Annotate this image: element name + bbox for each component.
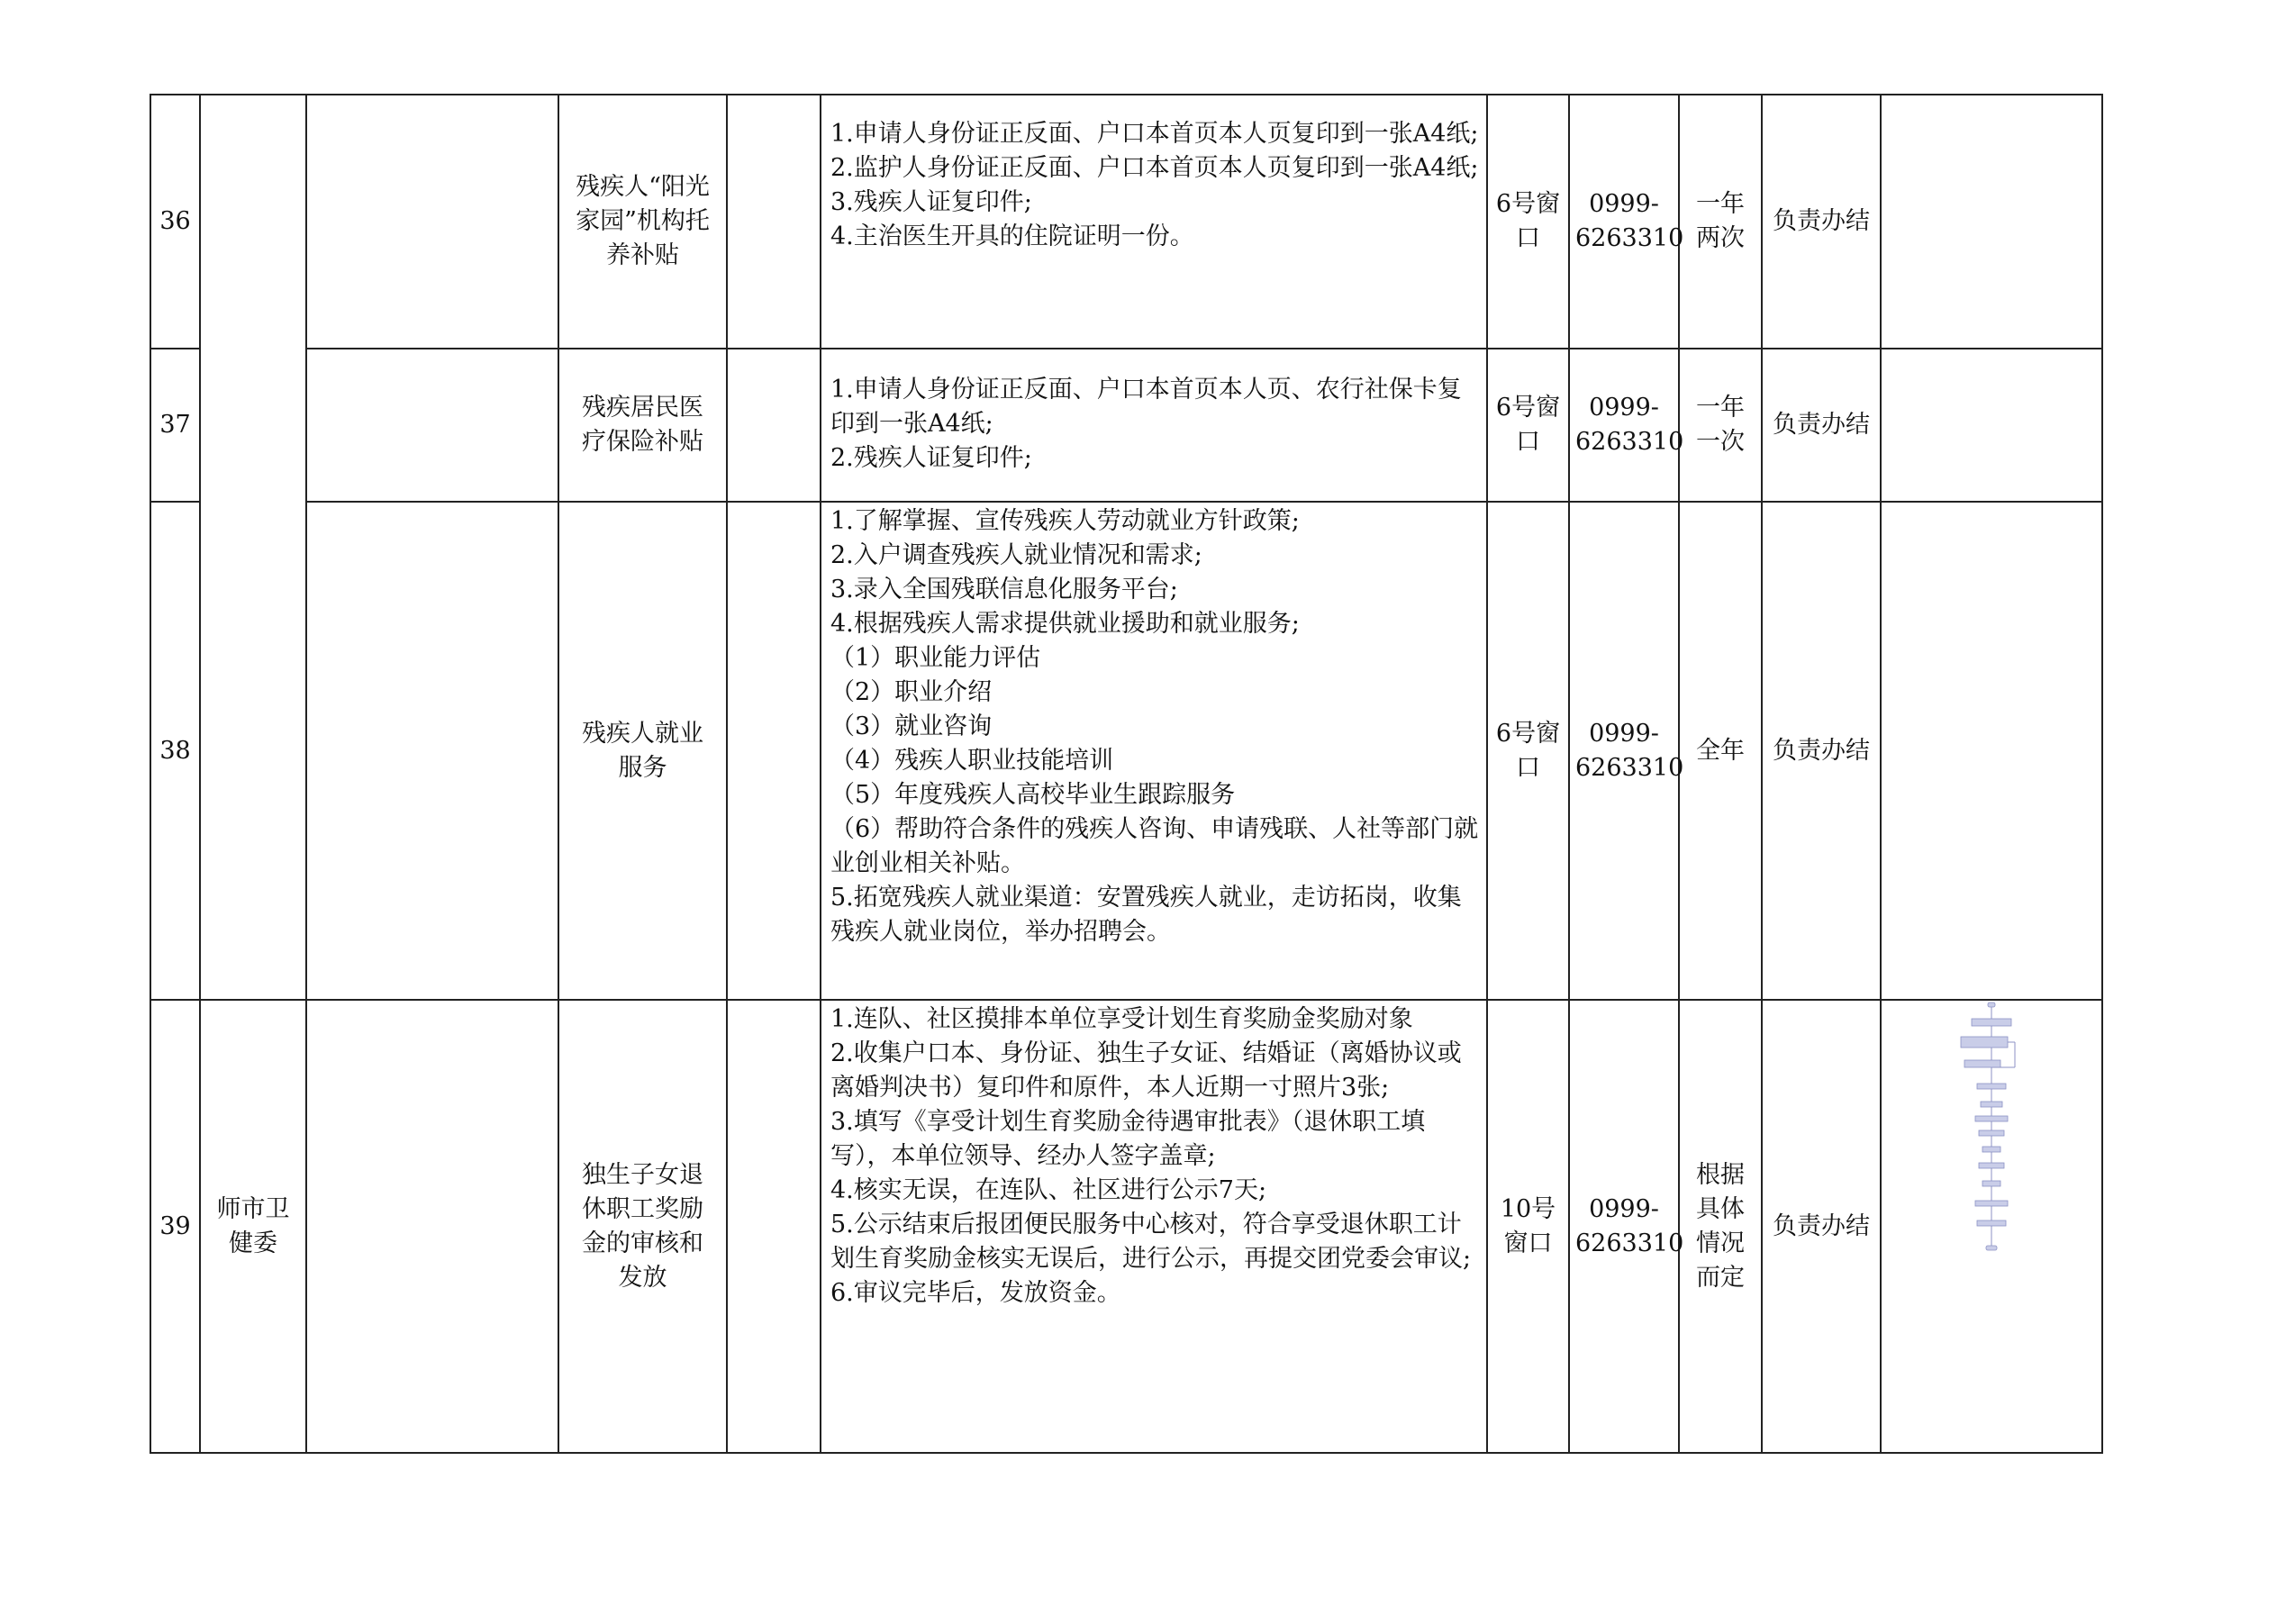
row-number: 36 <box>150 95 200 349</box>
material-line: 3.残疾人证复印件; <box>830 188 1032 216</box>
material-line: （4）残疾人职业技能培训 <box>830 747 1114 775</box>
phone-cell: 0999- 6263310 <box>1569 502 1679 1000</box>
table-row <box>150 349 2102 502</box>
material-line: （2）职业介绍 <box>830 678 993 706</box>
window-cell: 6号窗 口 <box>1487 95 1569 349</box>
material-line: 1.连队、社区摸排本单位享受计划生育奖励金奖励对象 <box>830 1005 1413 1033</box>
material-line: （6）帮助符合条件的残疾人咨询、申请残联、人社等部门就业创业相关补贴。 <box>830 815 1479 877</box>
service-item-cell: 残疾人就业 服务 <box>558 502 727 1000</box>
flowchart-cell <box>1881 349 2102 502</box>
material-line: 2.监护人身份证正反面、户口本首页本人页复印到一张A4纸; <box>830 154 1479 182</box>
blank-cell <box>306 1000 558 1453</box>
material-line: 6.审议完毕后，发放资金。 <box>830 1279 1121 1307</box>
material-line: 2.收集户口本、身份证、独生子女证、结婚证（离婚协议或离婚判决书）复印件和原件，本人近期一寸照片3张; <box>830 1039 1462 1102</box>
material-line: 1.了解掌握、宣传残疾人劳动就业方针政策; <box>830 507 1300 535</box>
window-cell: 6号窗 口 <box>1487 502 1569 1000</box>
blank-cell <box>727 349 821 502</box>
phone-cell: 0999- 6263310 <box>1569 1000 1679 1453</box>
material-line: 2.入户调查残疾人就业情况和需求; <box>830 541 1202 569</box>
department-cell <box>200 95 306 1000</box>
material-line: 5.拓宽残疾人就业渠道：安置残疾人就业，走访拓岗，收集残疾人就业岗位，举办招聘会。 <box>830 884 1462 946</box>
window-cell: 6号窗 口 <box>1487 349 1569 502</box>
blank-cell <box>306 502 558 1000</box>
material-line: （1）职业能力评估 <box>830 644 1041 672</box>
blank-cell <box>306 95 558 349</box>
result-cell: 负责办结 <box>1762 95 1881 349</box>
material-line: 4.根据残疾人需求提供就业援助和就业服务; <box>830 610 1300 638</box>
service-table <box>150 94 2103 1454</box>
material-line: 1.申请人身份证正反面、户口本首页本人页复印到一张A4纸; <box>830 120 1479 148</box>
service-item-cell: 残疾居民医 疗保险补贴 <box>558 349 727 502</box>
service-item-cell: 独生子女退 休职工奖励 金的审核和 发放 <box>558 1000 727 1453</box>
material-line: 5.公示结束后报团便民服务中心核对，符合享受退休职工计划生育奖励金核实无误后，进行公示，再提交团党委会审议; <box>830 1211 1472 1273</box>
result-cell: 负责办结 <box>1762 502 1881 1000</box>
phone-cell: 0999- 6263310 <box>1569 349 1679 502</box>
frequency-cell: 一年 两次 <box>1679 95 1762 349</box>
frequency-cell: 根据 具体 情况 而定 <box>1679 1000 1762 1453</box>
material-line: 1.申请人身份证正反面、户口本首页本人页、农行社保卡复印到一张A4纸; <box>830 376 1462 438</box>
row-number: 38 <box>150 502 200 1000</box>
material-line: 3.录入全国残联信息化服务平台; <box>830 576 1178 603</box>
window-cell: 10号 窗口 <box>1487 1000 1569 1453</box>
row-number: 39 <box>150 1000 200 1453</box>
material-line: 4.主治医生开具的住院证明一份。 <box>830 222 1194 250</box>
blank-cell <box>727 95 821 349</box>
blank-cell <box>727 1000 821 1453</box>
material-line: 3.填写《享受计划生育奖励金待遇审批表》（退休职工填写），本单位领导、经办人签字盖章; <box>830 1108 1426 1170</box>
result-cell: 负责办结 <box>1762 349 1881 502</box>
table-row <box>150 502 2102 1000</box>
materials-cell <box>821 502 1487 1000</box>
frequency-cell: 全年 <box>1679 502 1762 1000</box>
material-line: （5）年度残疾人高校毕业生跟踪服务 <box>830 781 1236 809</box>
materials-cell <box>821 95 1487 349</box>
table-row <box>150 1000 2102 1453</box>
material-line: 2.残疾人证复印件; <box>830 444 1032 472</box>
blank-cell <box>727 502 821 1000</box>
result-cell: 负责办结 <box>1762 1000 1881 1453</box>
blank-cell <box>306 349 558 502</box>
table-row <box>150 95 2102 349</box>
row-number: 37 <box>150 349 200 502</box>
materials-cell <box>821 1000 1487 1453</box>
phone-cell: 0999- 6263310 <box>1569 95 1679 349</box>
flowchart-cell <box>1881 1000 2102 1453</box>
material-line: 4.核实无误，在连队、社区进行公示7天; <box>830 1176 1267 1204</box>
flowchart-cell <box>1881 95 2102 349</box>
flowchart-cell <box>1881 502 2102 1000</box>
flowchart-thumbnail <box>1955 1001 2027 1262</box>
material-line: （3）就业咨询 <box>830 712 993 740</box>
materials-cell <box>821 349 1487 502</box>
frequency-cell: 一年 一次 <box>1679 349 1762 502</box>
department-cell: 师市卫 健委 <box>200 1000 306 1453</box>
service-item-cell: 残疾人“阳光 家园”机构托 养补贴 <box>558 95 727 349</box>
